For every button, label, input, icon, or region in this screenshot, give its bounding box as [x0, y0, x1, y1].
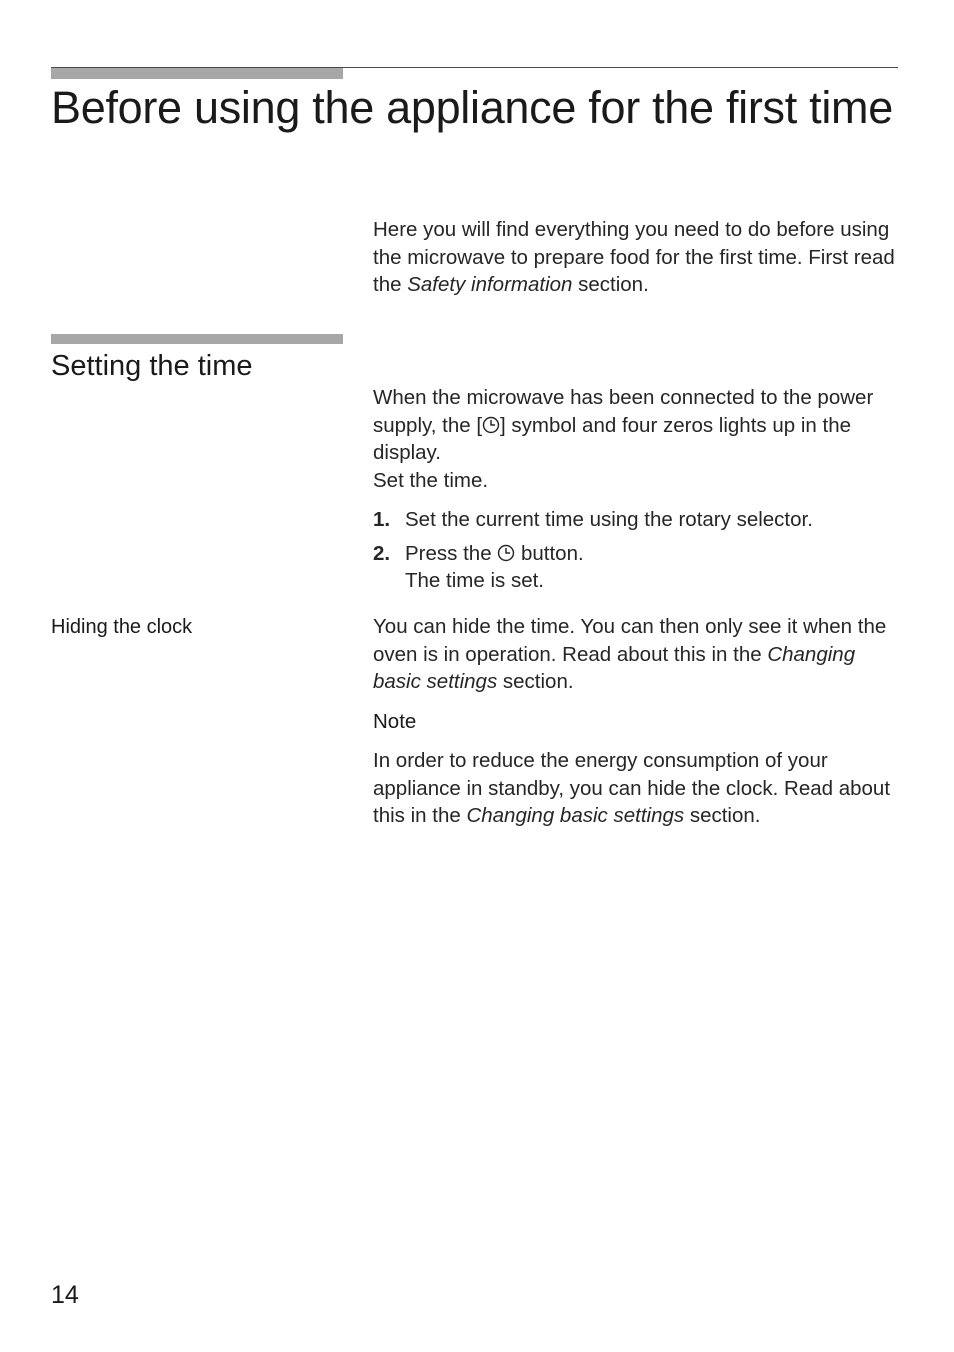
- steps-list: [373, 506, 903, 595]
- section-bar-accent: [51, 334, 343, 344]
- hiding-clock-body: [373, 613, 903, 830]
- list-item: 2. Press the button. The time is set.: [373, 541, 584, 592]
- list-item: 1. Set the current time using the rotary selector.: [373, 508, 813, 531]
- changing-basic-settings-ref: Changing basic settings: [466, 804, 685, 827]
- changing-basic-settings-ref: Changing basic settings: [373, 642, 856, 693]
- page-title: Before using the appliance for the first time: [51, 82, 893, 133]
- safety-information-ref: Safety information: [407, 273, 573, 296]
- set-the-time-text: Set the time.: [373, 468, 489, 492]
- intro-paragraph: Here you will find everything you need to do before using the microwave to prepare food for the first time. First read the Safety information section.: [373, 218, 895, 296]
- section-heading-setting-time: Setting the time: [51, 350, 253, 382]
- subheading-hiding-clock: Hiding the clock: [51, 616, 193, 638]
- title-bar-accent: [51, 68, 343, 79]
- note-paragraph: In order to reduce the energy consumption of your appliance in standby, you can hide the clock. Read about this in the Changing basic settings section.: [373, 749, 891, 827]
- page-number: 14: [51, 1281, 79, 1309]
- step-result: The time is set.: [405, 569, 544, 592]
- setting-time-body: [373, 384, 903, 601]
- clock-icon: [482, 416, 500, 434]
- note-title: Note: [373, 709, 417, 733]
- clock-icon: [497, 544, 515, 562]
- setting-time-paragraph: When the microwave has been connected to the power supply, the [ ] symbol and four zeros lights up in the display.: [373, 386, 874, 464]
- hiding-clock-paragraph: You can hide the time. You can then only see it when the oven is in operation. Read about this in the Changing basic settings section.: [373, 615, 887, 693]
